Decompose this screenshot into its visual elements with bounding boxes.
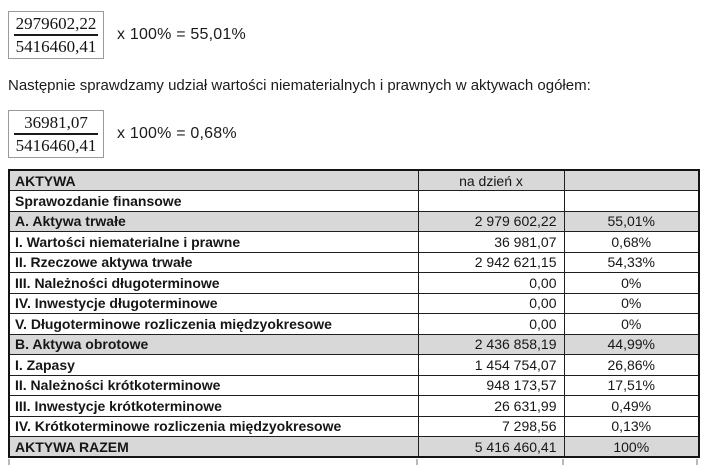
assets-table xyxy=(8,169,700,458)
row-label-cell: A. Aktywa trwałe xyxy=(9,211,418,232)
table-row xyxy=(9,334,699,355)
row-value-cell: 2 436 858,19 xyxy=(418,334,564,355)
table-row xyxy=(9,355,699,376)
row-label-cell: V. Długoterminowe rozliczenia międzyokresowe xyxy=(9,314,418,335)
header-aktywa: AKTYWA xyxy=(9,170,418,191)
fraction-numerator: 2979602,22 xyxy=(14,14,98,36)
row-percent-cell: 0% xyxy=(564,273,699,294)
row-label-cell: I. Zapasy xyxy=(9,355,418,376)
row-label-cell: AKTYWA RAZEM xyxy=(9,437,418,458)
row-percent-cell: 44,99% xyxy=(564,334,699,355)
fraction-denominator: 5416460,41 xyxy=(15,37,97,56)
table-row xyxy=(9,211,699,232)
row-value-cell xyxy=(418,191,564,212)
row-percent-cell: 0,13% xyxy=(564,416,699,437)
equation-result: x 100% = 55,01% xyxy=(117,26,246,43)
row-label-cell: B. Aktywa obrotowe xyxy=(9,334,418,355)
fraction-denominator: 5416460,41 xyxy=(15,136,97,155)
table-row xyxy=(9,416,699,437)
row-label-cell: IV. Krótkoterminowe rozliczenia międzyokresowe xyxy=(9,416,418,437)
fraction-box xyxy=(8,11,104,59)
intro-paragraph: Następnie sprawdzamy udział wartości niematerialnych i prawnych w aktywach ogółem: xyxy=(8,77,591,94)
table-row xyxy=(9,191,699,212)
row-value-cell: 0,00 xyxy=(418,273,564,294)
table-row xyxy=(9,396,699,417)
row-value-cell: 7 298,56 xyxy=(418,416,564,437)
row-label-cell: II. Należności krótkoterminowe xyxy=(9,375,418,396)
fraction-numerator: 36981,07 xyxy=(14,113,98,135)
row-value-cell: 2 942 621,15 xyxy=(418,252,564,273)
row-label-cell: Sprawozdanie finansowe xyxy=(9,191,418,212)
table-row-total xyxy=(9,437,699,458)
row-label-cell: IV. Inwestycje długoterminowe xyxy=(9,293,418,314)
table-row xyxy=(9,293,699,314)
table-row xyxy=(9,252,699,273)
row-label-cell: II. Rzeczowe aktywa trwałe xyxy=(9,252,418,273)
row-percent-cell: 0,68% xyxy=(564,232,699,253)
table-crop-stub xyxy=(696,459,698,465)
row-value-cell: 0,00 xyxy=(418,293,564,314)
table-crop-stub xyxy=(8,459,10,465)
share-intangibles-equation xyxy=(8,110,237,158)
row-percent-cell: 55,01% xyxy=(564,211,699,232)
row-value-cell: 1 454 754,07 xyxy=(418,355,564,376)
row-percent-cell: 0,49% xyxy=(564,396,699,417)
row-percent-cell: 17,51% xyxy=(564,375,699,396)
table-crop-stub xyxy=(416,459,418,465)
fraction-box xyxy=(8,110,104,158)
row-value-cell: 5 416 460,41 xyxy=(418,437,564,458)
header-date: na dzień x xyxy=(418,170,564,191)
row-percent-cell: 0% xyxy=(564,314,699,335)
row-value-cell: 36 981,07 xyxy=(418,232,564,253)
row-label-cell: III. Inwestycje krótkoterminowe xyxy=(9,396,418,417)
row-percent-cell: 100% xyxy=(564,437,699,458)
equation-result: x 100% = 0,68% xyxy=(117,125,237,142)
row-value-cell: 26 631,99 xyxy=(418,396,564,417)
row-value-cell: 0,00 xyxy=(418,314,564,335)
table-row xyxy=(9,232,699,253)
row-percent-cell: 26,86% xyxy=(564,355,699,376)
table-row xyxy=(9,314,699,335)
row-value-cell: 2 979 602,22 xyxy=(418,211,564,232)
table-row xyxy=(9,273,699,294)
row-percent-cell xyxy=(564,191,699,212)
row-label-cell: I. Wartości niematerialne i prawne xyxy=(9,232,418,253)
row-percent-cell: 54,33% xyxy=(564,252,699,273)
share-fixed-assets-equation xyxy=(8,11,246,59)
table-header-row xyxy=(9,170,699,191)
header-percent xyxy=(564,170,699,191)
row-value-cell: 948 173,57 xyxy=(418,375,564,396)
table-crop-stub xyxy=(562,459,564,465)
row-percent-cell: 0% xyxy=(564,293,699,314)
table-row xyxy=(9,375,699,396)
row-label-cell: III. Należności długoterminowe xyxy=(9,273,418,294)
